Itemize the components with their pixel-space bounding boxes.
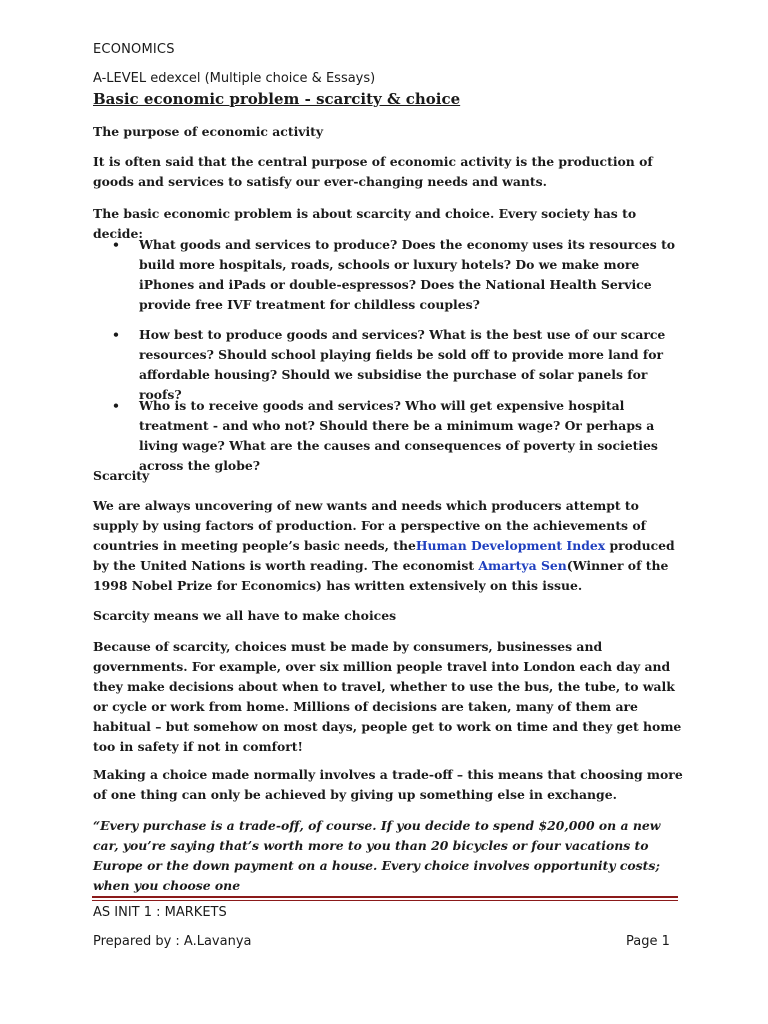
purpose-paragraph-2: The basic economic problem is about scarcity and choice. Every society has to decide: (93, 206, 637, 241)
footer-divider-thin (92, 900, 678, 901)
scarcity-text-part-2: produced by the United Nations is worth reading. The economist (93, 538, 675, 573)
scarcity-paragraph (93, 496, 683, 596)
footer-unit: AS INIT 1 : MARKETS (93, 905, 227, 920)
bullet-icon: • (112, 327, 120, 342)
amartya-sen-link[interactable]: Amartya Sen (478, 558, 567, 573)
bullet-text: How best to produce goods and services? What is the best use of our scarce resources? Should school playing fields be sold off to provide more land for affordable housing? Should we subsidise the purchase of solar panels for roofs? (139, 327, 666, 402)
bullet-icon: • (112, 398, 120, 413)
footer-divider-thick (92, 896, 678, 898)
bullet-text: Who is to receive goods and services? Who will get expensive hospital treatment - and who not? Should there be a minimum wage? Or perhaps a living wage? What are the causes and consequences of poverty in societies across the globe? (139, 398, 658, 473)
header-subject: ECONOMICS (93, 42, 175, 57)
purpose-heading: The purpose of economic activity (93, 124, 324, 139)
footer-prepared-by: Prepared by : A.Lavanya (93, 934, 252, 949)
header-level: A-LEVEL edexcel (Multiple choice & Essays) (93, 71, 376, 86)
scarcity-text-part-1: We are always uncovering of new wants and needs which producers attempt to supply by using factors of production. For a perspective on the achievements of countries in meeting people’s basic needs, the (93, 498, 646, 553)
choices-paragraph-2: Making a choice made normally involves a trade-off – this means that choosing more of one thing can only be achieved by giving up something else in exchange. (93, 767, 683, 802)
purpose-paragraph-1: It is often said that the central purpose of economic activity is the production of goods and services to satisfy our ever-changing needs and wants. (93, 154, 653, 189)
choices-paragraph-1: Because of scarcity, choices must be made by consumers, businesses and governments. For example, over six million people travel into London each day and they make decisions about when to travel, whether to use the bus, the tube, to walk or cycle or work from home. Millions of decisions are taken, many of them are habitual – but somehow on most days, people get to work on time and they get home too in safety if not in comfort! (93, 639, 682, 754)
choices-heading: Scarcity means we all have to make choices (93, 608, 397, 623)
trade-off-quote: “Every purchase is a trade-off, of course. If you decide to spend $20,000 on a new car, you’re saying that’s worth more to you than 20 bicycles or four vacations to Europe or the down payment on a house. Every choice involves opportunity costs; when you choose one (93, 818, 661, 893)
bullet-icon: • (112, 237, 120, 252)
scarcity-heading: Scarcity (93, 468, 150, 483)
footer-page-number: Page 1 (626, 934, 670, 949)
human-development-index-link[interactable]: Human Development Index (415, 538, 606, 553)
scarcity-text-part-3: (Winner of the 1998 Nobel Prize for Economics) has written extensively on this issue. (93, 558, 669, 593)
bullet-text: What goods and services to produce? Does the economy uses its resources to build more hospitals, roads, schools or luxury hotels? Do we make more iPhones and iPads or double-espressos? Does the National Health Service provide free IVF treatment for childless couples? (139, 237, 676, 312)
document-title: Basic economic problem - scarcity & choice (93, 90, 461, 108)
